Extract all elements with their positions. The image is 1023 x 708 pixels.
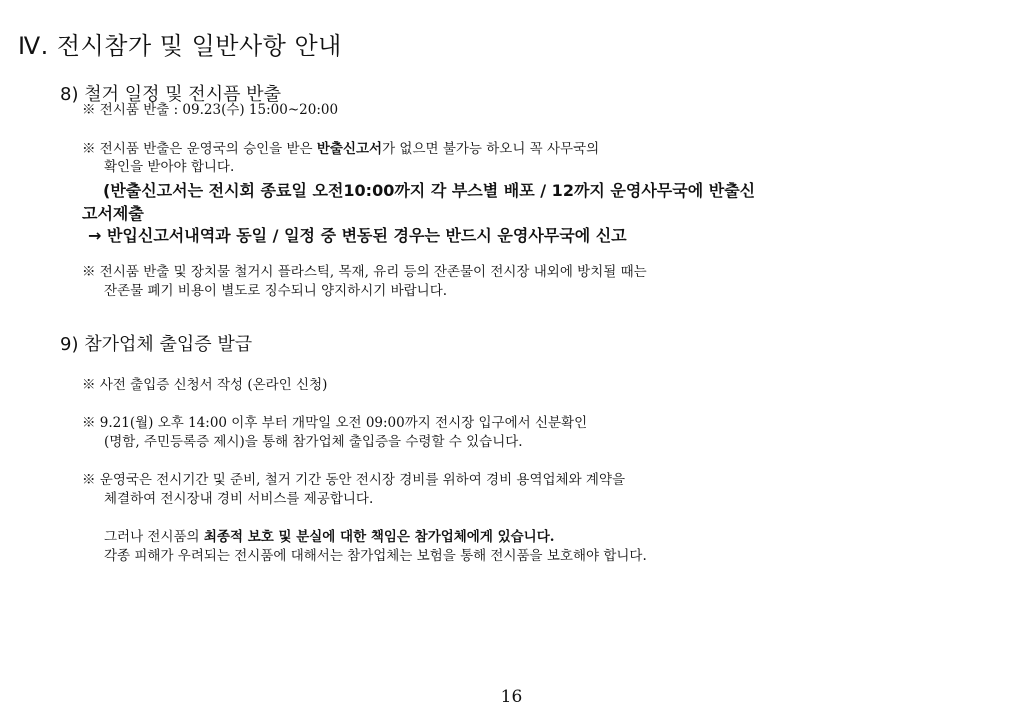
- emphasis-text: 반출신고서: [316, 141, 383, 157]
- section-8-note-2: [82, 140, 599, 158]
- section-8-bold-line-1: (반출신고서는 전시회 종료일 오전10:00까지 각 부스별 배포 / 12까지 운영사무국에 반출신: [103, 181, 756, 200]
- section-8-note-2-line-2: 확인을 받아야 합니다.: [104, 159, 235, 175]
- emphasis-text: 최종적 보호 및 분실에 대한 책임은 참가업체에게 있습니다.: [203, 529, 555, 545]
- section-8-bold-line-3: → 반입신고서내역과 동일 / 일정 중 변동된 경우는 반드시 운영사무국에 신고: [88, 226, 627, 245]
- section-8-note-3: ※ 전시품 반출 및 장치물 철거시 플라스틱, 목재, 유리 등의 잔존물이 전시장 내외에 방치될 때는: [82, 264, 647, 280]
- section-9-note-3-line-2: 체결하여 전시장내 경비 서비스를 제공합니다.: [104, 491, 374, 507]
- note-text: ※ 전시품 반출은 운영국의 승인을 받은: [82, 141, 317, 157]
- page-title: Ⅳ. 전시참가 및 일반사항 안내: [18, 32, 342, 60]
- note-text: 그러나 전시품의: [104, 529, 204, 545]
- note-text: 가 없으면 불가능 하오니 꼭 사무국의: [382, 141, 600, 157]
- section-8-bold-line-2: 고서제출: [82, 204, 144, 223]
- section-9-note-4-line-2: 각종 피해가 우려되는 전시품에 대해서는 참가업체는 보험을 통해 전시품을 보호해야 합니다.: [104, 548, 647, 564]
- section-9-note-2-line-2: (명함, 주민등록증 제시)을 통해 참가업체 출입증을 수령할 수 있습니다.: [104, 434, 523, 450]
- section-9-heading: 9) 참가업체 출입증 발급: [60, 334, 253, 355]
- section-9-note-1: ※ 사전 출입증 신청서 작성 (온라인 신청): [82, 377, 328, 393]
- section-8-heading: 8) 철거 일정 및 전시픔 반출: [60, 84, 281, 105]
- section-8-note-3-line-2: 잔존물 폐기 비용이 별도로 징수되니 양지하시기 바랍니다.: [104, 283, 448, 299]
- section-9-note-2: ※ 9.21(월) 오후 14:00 이후 부터 개막일 오전 09:00까지 전시장 입구에서 신분확인: [82, 415, 588, 431]
- section-9-note-3: ※ 운영국은 전시기간 및 준비, 철거 기간 동안 전시장 경비를 위하여 경비 용역업체와 계약을: [82, 472, 626, 488]
- page-number: 16: [500, 687, 523, 707]
- section-8-note-1: ※ 전시품 반출 : 09.23(수) 15:00~20:00: [82, 102, 339, 118]
- section-9-note-4: [104, 528, 554, 546]
